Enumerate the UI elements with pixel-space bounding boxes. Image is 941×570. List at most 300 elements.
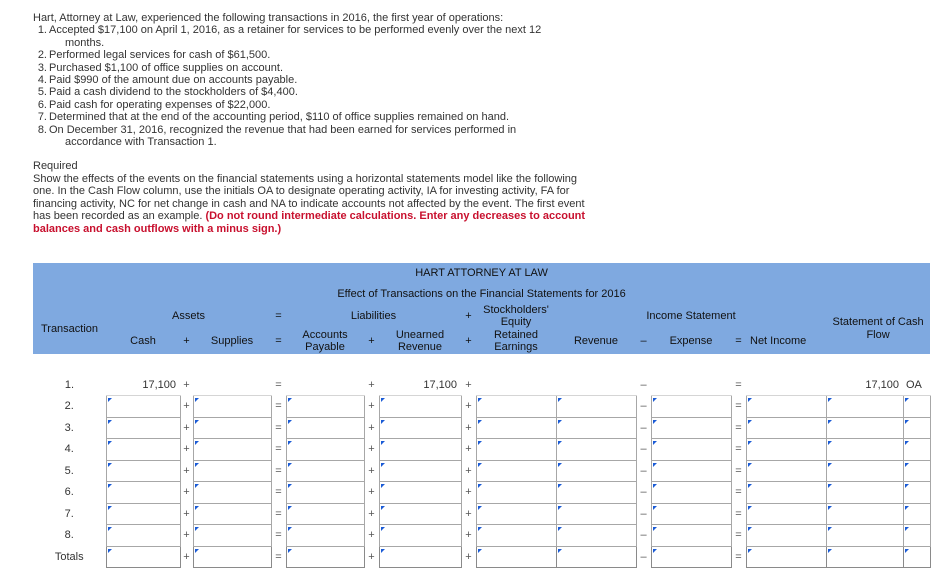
input-corner-marker: [381, 420, 385, 424]
cash-flow-amount-input[interactable]: [826, 460, 903, 482]
input-corner-marker: [748, 463, 752, 467]
input-corner-marker: [905, 549, 909, 553]
supplies-input[interactable]: [193, 525, 271, 547]
col-re-line1: Retained: [493, 329, 539, 341]
op-equals: =: [735, 486, 742, 499]
accounts-payable-input[interactable]: [286, 439, 364, 461]
transaction-row: [33, 482, 930, 504]
input-corner-marker: [653, 463, 657, 467]
input-corner-marker: [558, 398, 562, 402]
op-equals: =: [735, 421, 742, 434]
cash-flow-amount-input[interactable]: [826, 417, 903, 439]
input-corner-marker: [288, 484, 292, 488]
retained-earnings-value: [476, 375, 556, 396]
net-income-input[interactable]: [746, 439, 826, 461]
accounts-payable-input[interactable]: [286, 417, 364, 439]
cash-flow-activity-select[interactable]: [903, 460, 930, 482]
cash-flow-amount-input[interactable]: [826, 439, 903, 461]
transaction-item-text: Paid cash for operating expenses of $22,000.: [49, 98, 271, 111]
transaction-number: 1.: [64, 379, 75, 391]
group-cash-flow: [826, 304, 930, 354]
input-corner-marker: [288, 398, 292, 402]
transaction-number: 4.: [64, 443, 74, 456]
op-equals: =: [275, 507, 282, 520]
input-corner-marker: [748, 420, 752, 424]
supplies-input[interactable]: [193, 482, 271, 504]
op-plus: +: [183, 507, 190, 520]
input-corner-marker: [381, 398, 385, 402]
cash-flow-amount-input[interactable]: [826, 503, 903, 525]
op-plus: +: [461, 328, 476, 354]
input-corner-marker: [195, 506, 199, 510]
input-corner-marker: [195, 527, 199, 531]
op-plus: +: [465, 400, 472, 413]
op-equals: =: [275, 400, 282, 413]
transaction-item-number: 8.: [37, 123, 47, 136]
transaction-row: [33, 439, 930, 461]
expense-input[interactable]: [651, 396, 731, 418]
accounts-payable-input[interactable]: [286, 482, 364, 504]
transaction-number: 3.: [64, 421, 74, 434]
input-corner-marker: [558, 549, 562, 553]
cash-flow-activity-select[interactable]: [903, 503, 930, 525]
transaction-item-text: Purchased $1,100 of office supplies on account.: [49, 61, 284, 74]
op-minus: –: [640, 379, 647, 391]
unearned-revenue-input[interactable]: [379, 439, 461, 461]
input-corner-marker: [748, 527, 752, 531]
unearned-revenue-input[interactable]: [379, 460, 461, 482]
input-corner-marker: [288, 463, 292, 467]
op-minus: –: [640, 550, 647, 563]
net-income-input[interactable]: [746, 417, 826, 439]
unearned-revenue-input[interactable]: [379, 503, 461, 525]
revenue-input[interactable]: [556, 417, 636, 439]
transaction-item-number: 6.: [37, 98, 47, 111]
input-corner-marker: [108, 420, 112, 424]
col-accounts-payable: [286, 328, 364, 354]
expense-input[interactable]: [651, 439, 731, 461]
cash-value: 17,100: [106, 375, 180, 396]
retained-earnings-input[interactable]: [476, 439, 556, 461]
group-stockholders-equity: [476, 304, 556, 328]
expense-input[interactable]: [651, 503, 731, 525]
transaction-item-text: Paid a cash dividend to the stockholders of $4,400.: [49, 86, 298, 99]
input-corner-marker: [195, 420, 199, 424]
transaction-item-continuation: accordance with Transaction 1.: [65, 136, 217, 149]
input-corner-marker: [478, 463, 482, 467]
transaction-item: [37, 98, 593, 111]
input-corner-marker: [108, 549, 112, 553]
input-corner-marker: [478, 506, 482, 510]
op-plus: +: [465, 443, 472, 456]
input-corner-marker: [653, 506, 657, 510]
transaction-item-number: 3.: [37, 61, 47, 74]
op-plus: +: [183, 421, 190, 434]
cash-input[interactable]: [106, 439, 180, 461]
input-corner-marker: [828, 484, 832, 488]
transaction-item: [37, 86, 593, 99]
input-corner-marker: [748, 484, 752, 488]
col-cash: Cash: [106, 328, 180, 354]
input-corner-marker: [828, 527, 832, 531]
supplies-input[interactable]: [193, 439, 271, 461]
op-equals: =: [275, 443, 282, 456]
retained-earnings-input[interactable]: [476, 546, 556, 568]
op-plus: +: [465, 529, 472, 542]
retained-earnings-input[interactable]: [476, 460, 556, 482]
input-corner-marker: [653, 484, 657, 488]
input-corner-marker: [905, 484, 909, 488]
op-plus: +: [183, 464, 190, 477]
cash-flow-activity-select[interactable]: [903, 546, 930, 568]
transaction-item: [37, 61, 593, 74]
input-corner-marker: [381, 527, 385, 531]
cash-flow-activity-value: OA: [903, 375, 930, 396]
cash-input[interactable]: [106, 503, 180, 525]
input-corner-marker: [288, 441, 292, 445]
input-corner-marker: [195, 441, 199, 445]
input-corner-marker: [381, 506, 385, 510]
unearned-revenue-input[interactable]: [379, 525, 461, 547]
input-corner-marker: [478, 420, 482, 424]
cash-flow-amount-input[interactable]: [826, 546, 903, 568]
input-corner-marker: [558, 506, 562, 510]
op-plus: +: [183, 529, 190, 542]
op-plus: +: [183, 443, 190, 456]
accounts-payable-input[interactable]: [286, 460, 364, 482]
input-corner-marker: [653, 527, 657, 531]
op-equals: =: [275, 486, 282, 499]
totals-row: [33, 546, 930, 568]
expense-input[interactable]: [651, 417, 731, 439]
op-plus: +: [364, 328, 379, 354]
input-corner-marker: [905, 420, 909, 424]
input-corner-marker: [558, 484, 562, 488]
op-equals: =: [735, 529, 742, 542]
input-corner-marker: [478, 549, 482, 553]
problem-statement: [33, 12, 593, 235]
input-corner-marker: [381, 441, 385, 445]
revenue-input[interactable]: [556, 525, 636, 547]
transaction-item-number: 5.: [37, 86, 47, 99]
col-supplies: Supplies: [193, 328, 271, 354]
input-corner-marker: [828, 441, 832, 445]
expense-input[interactable]: [651, 482, 731, 504]
net-income-input[interactable]: [746, 460, 826, 482]
input-corner-marker: [905, 527, 909, 531]
input-corner-marker: [108, 398, 112, 402]
col-net-income: Net Income: [746, 328, 826, 354]
cash-flow-amount-input[interactable]: [826, 482, 903, 504]
op-equals: =: [735, 507, 742, 520]
cash-input[interactable]: [106, 546, 180, 568]
revenue-input[interactable]: [556, 460, 636, 482]
transaction-row: [33, 417, 930, 439]
op-minus: –: [640, 400, 647, 413]
op-minus: –: [640, 529, 647, 542]
revenue-value: [556, 375, 636, 396]
group-equity-line2: Equity: [500, 316, 532, 328]
cash-flow-amount-input[interactable]: [826, 396, 903, 418]
input-corner-marker: [195, 463, 199, 467]
op-minus: –: [640, 507, 647, 520]
unearned-revenue-input[interactable]: [379, 482, 461, 504]
input-corner-marker: [905, 463, 909, 467]
header-column-row: [33, 328, 930, 354]
transaction-number: 8.: [64, 529, 74, 542]
cash-flow-activity-select[interactable]: [903, 525, 930, 547]
input-corner-marker: [195, 549, 199, 553]
input-corner-marker: [558, 420, 562, 424]
col-ap-line1: Accounts: [302, 329, 348, 341]
input-corner-marker: [558, 463, 562, 467]
cash-input[interactable]: [106, 460, 180, 482]
op-minus: –: [640, 421, 647, 434]
net-income-value: [746, 375, 826, 396]
expense-input[interactable]: [651, 525, 731, 547]
input-corner-marker: [748, 441, 752, 445]
cash-flow-activity-select[interactable]: [903, 439, 930, 461]
revenue-input[interactable]: [556, 546, 636, 568]
supplies-input[interactable]: [193, 417, 271, 439]
op-plus: +: [183, 379, 190, 391]
input-corner-marker: [195, 484, 199, 488]
op-plus: +: [368, 486, 375, 499]
transaction-item-text: Performed legal services for cash of $61,500.: [49, 49, 271, 62]
accounts-payable-input[interactable]: [286, 503, 364, 525]
transaction-number: 6.: [64, 486, 74, 499]
op-equals: =: [275, 421, 282, 434]
company-name: HART ATTORNEY AT LAW: [33, 263, 930, 284]
transaction-item: [37, 74, 593, 87]
col-revenue: Revenue: [556, 328, 636, 354]
op-plus: +: [465, 507, 472, 520]
transaction-number: 5.: [64, 464, 74, 477]
revenue-input[interactable]: [556, 396, 636, 418]
group-equity-line1: Stockholders': [483, 304, 549, 316]
accounts-payable-input[interactable]: [286, 546, 364, 568]
input-corner-marker: [288, 420, 292, 424]
transaction-item: [37, 123, 593, 149]
op-minus: –: [640, 443, 647, 456]
retained-earnings-input[interactable]: [476, 503, 556, 525]
input-corner-marker: [108, 441, 112, 445]
unearned-revenue-input[interactable]: [379, 396, 461, 418]
cash-input[interactable]: [106, 417, 180, 439]
cash-input[interactable]: [106, 525, 180, 547]
input-corner-marker: [288, 506, 292, 510]
op-plus: +: [368, 529, 375, 542]
table-subtitle: Effect of Transactions on the Financial Statements for 2016: [33, 284, 930, 305]
input-corner-marker: [905, 398, 909, 402]
transaction-item: [37, 111, 593, 124]
input-corner-marker: [478, 398, 482, 402]
op-plus: +: [465, 486, 472, 499]
op-plus: +: [368, 443, 375, 456]
retained-earnings-input[interactable]: [476, 417, 556, 439]
input-corner-marker: [748, 398, 752, 402]
accounts-payable-input[interactable]: [286, 525, 364, 547]
transaction-row: [33, 375, 930, 396]
horizontal-statements-model: [33, 263, 931, 568]
input-corner-marker: [381, 549, 385, 553]
transaction-item-number: 4.: [37, 74, 47, 87]
col-ur-line1: Unearned: [395, 329, 445, 341]
transaction-number: 2.: [64, 400, 74, 413]
input-corner-marker: [828, 549, 832, 553]
col-expense: Expense: [651, 328, 731, 354]
supplies-input[interactable]: [193, 460, 271, 482]
op-plus: +: [368, 400, 375, 413]
revenue-input[interactable]: [556, 503, 636, 525]
cash-flow-amount-input[interactable]: [826, 525, 903, 547]
input-corner-marker: [108, 484, 112, 488]
transaction-item: [37, 49, 593, 62]
op-plus: +: [465, 421, 472, 434]
col-transaction: Transaction: [33, 304, 106, 354]
expense-value: [651, 375, 731, 396]
expense-input[interactable]: [651, 460, 731, 482]
col-retained-earnings: [476, 328, 556, 354]
unearned-revenue-value: 17,100: [379, 375, 461, 396]
op-plus: +: [368, 507, 375, 520]
op-plus: +: [368, 421, 375, 434]
input-corner-marker: [381, 484, 385, 488]
net-income-input[interactable]: [746, 396, 826, 418]
group-income-statement: Income Statement: [556, 304, 826, 328]
input-corner-marker: [748, 549, 752, 553]
op-plus: +: [368, 464, 375, 477]
transaction-item-text: On December 31, 2016, recognized the revenue that had been earned for services performed in: [49, 123, 517, 136]
net-income-input[interactable]: [746, 482, 826, 504]
op-equals: =: [735, 464, 742, 477]
header-company-row: [33, 263, 930, 284]
op-plus: +: [465, 464, 472, 477]
header-group-row: [33, 304, 930, 328]
op-equals: =: [735, 400, 742, 413]
transaction-item-text: Paid $990 of the amount due on accounts payable.: [49, 74, 298, 87]
transaction-row: [33, 396, 930, 418]
col-unearned-revenue: [379, 328, 461, 354]
op-equals: =: [271, 304, 286, 328]
required-warning: (Do not round intermediate calculations. Enter any decreases to account balances and cash outflows with a minus sign.): [33, 210, 586, 235]
totals-label: Totals: [54, 550, 84, 563]
accounts-payable-input[interactable]: [286, 396, 364, 418]
op-plus: +: [368, 379, 375, 391]
cash-input[interactable]: [106, 482, 180, 504]
input-corner-marker: [905, 506, 909, 510]
transaction-item-number: 7.: [37, 111, 47, 124]
col-ur-line2: Revenue: [397, 341, 443, 353]
op-equals: =: [275, 379, 282, 391]
required-text: Show the effects of the events on the financial statements using a horizontal statements model like the following one. In the Cash Flow column, use the initials OA to designate operating activity, IA for investing activity, FA for financing activity, NC for net change in cash and NA to indicate accounts not affected by the event. The first event has been recorded as an example.: [33, 172, 585, 223]
supplies-value: [193, 375, 271, 396]
input-corner-marker: [905, 441, 909, 445]
transaction-item: [37, 24, 593, 49]
accounts-payable-value: [286, 375, 364, 396]
cash-flow-activity-select[interactable]: [903, 396, 930, 418]
op-plus: +: [368, 550, 375, 563]
net-income-input[interactable]: [746, 503, 826, 525]
problem-intro: Hart, Attorney at Law, experienced the following transactions in 2016, the first year of operations:: [33, 12, 504, 24]
input-corner-marker: [108, 506, 112, 510]
transaction-item-text: Accepted $17,100 on April 1, 2016, as a retainer for services to be performed evenly over the next 12: [49, 24, 542, 37]
input-corner-marker: [195, 398, 199, 402]
supplies-input[interactable]: [193, 546, 271, 568]
input-corner-marker: [478, 441, 482, 445]
cash-input[interactable]: [106, 396, 180, 418]
input-corner-marker: [748, 506, 752, 510]
net-income-input[interactable]: [746, 546, 826, 568]
spacer: [33, 354, 930, 375]
op-equals: =: [735, 379, 742, 391]
transaction-item-text: Determined that at the end of the accounting period, $110 of office supplies remained on hand.: [49, 111, 510, 124]
op-equals: =: [275, 464, 282, 477]
spacer-row: [33, 354, 930, 375]
op-minus: –: [640, 464, 647, 477]
header-subtitle-row: [33, 284, 930, 305]
unearned-revenue-input[interactable]: [379, 417, 461, 439]
input-corner-marker: [288, 527, 292, 531]
input-corner-marker: [381, 463, 385, 467]
input-corner-marker: [478, 484, 482, 488]
cash-flow-activity-select[interactable]: [903, 417, 930, 439]
revenue-input[interactable]: [556, 482, 636, 504]
group-liabilities: Liabilities: [286, 304, 461, 328]
input-corner-marker: [828, 506, 832, 510]
transaction-item-number: 2.: [37, 49, 47, 62]
transaction-item-continuation: months.: [65, 36, 105, 49]
op-plus: +: [465, 379, 472, 391]
op-plus: +: [180, 328, 193, 354]
op-equals: =: [731, 328, 746, 354]
op-plus: +: [183, 400, 190, 413]
supplies-input[interactable]: [193, 396, 271, 418]
revenue-input[interactable]: [556, 439, 636, 461]
retained-earnings-input[interactable]: [476, 482, 556, 504]
required-heading: Required: [33, 160, 78, 173]
supplies-input[interactable]: [193, 503, 271, 525]
transaction-number: 7.: [64, 507, 74, 520]
input-corner-marker: [653, 420, 657, 424]
op-equals: =: [275, 550, 282, 563]
transaction-row: [33, 460, 930, 482]
op-equals: =: [735, 550, 742, 563]
input-corner-marker: [108, 463, 112, 467]
cash-flow-line1: Statement of Cash: [832, 316, 924, 328]
input-corner-marker: [828, 398, 832, 402]
input-corner-marker: [653, 549, 657, 553]
input-corner-marker: [558, 527, 562, 531]
unearned-revenue-input[interactable]: [379, 546, 461, 568]
cash-flow-amount-value: 17,100: [826, 375, 903, 396]
retained-earnings-input[interactable]: [476, 525, 556, 547]
op-plus: +: [183, 486, 190, 499]
transaction-row: [33, 525, 930, 547]
input-corner-marker: [558, 441, 562, 445]
op-plus: +: [183, 550, 190, 563]
expense-input[interactable]: [651, 546, 731, 568]
op-minus: –: [640, 486, 647, 499]
op-equals: =: [271, 328, 286, 354]
input-corner-marker: [828, 420, 832, 424]
input-corner-marker: [653, 398, 657, 402]
cash-flow-line2: Flow: [866, 329, 890, 341]
cash-flow-activity-select[interactable]: [903, 482, 930, 504]
input-corner-marker: [108, 527, 112, 531]
retained-earnings-input[interactable]: [476, 396, 556, 418]
net-income-input[interactable]: [746, 525, 826, 547]
